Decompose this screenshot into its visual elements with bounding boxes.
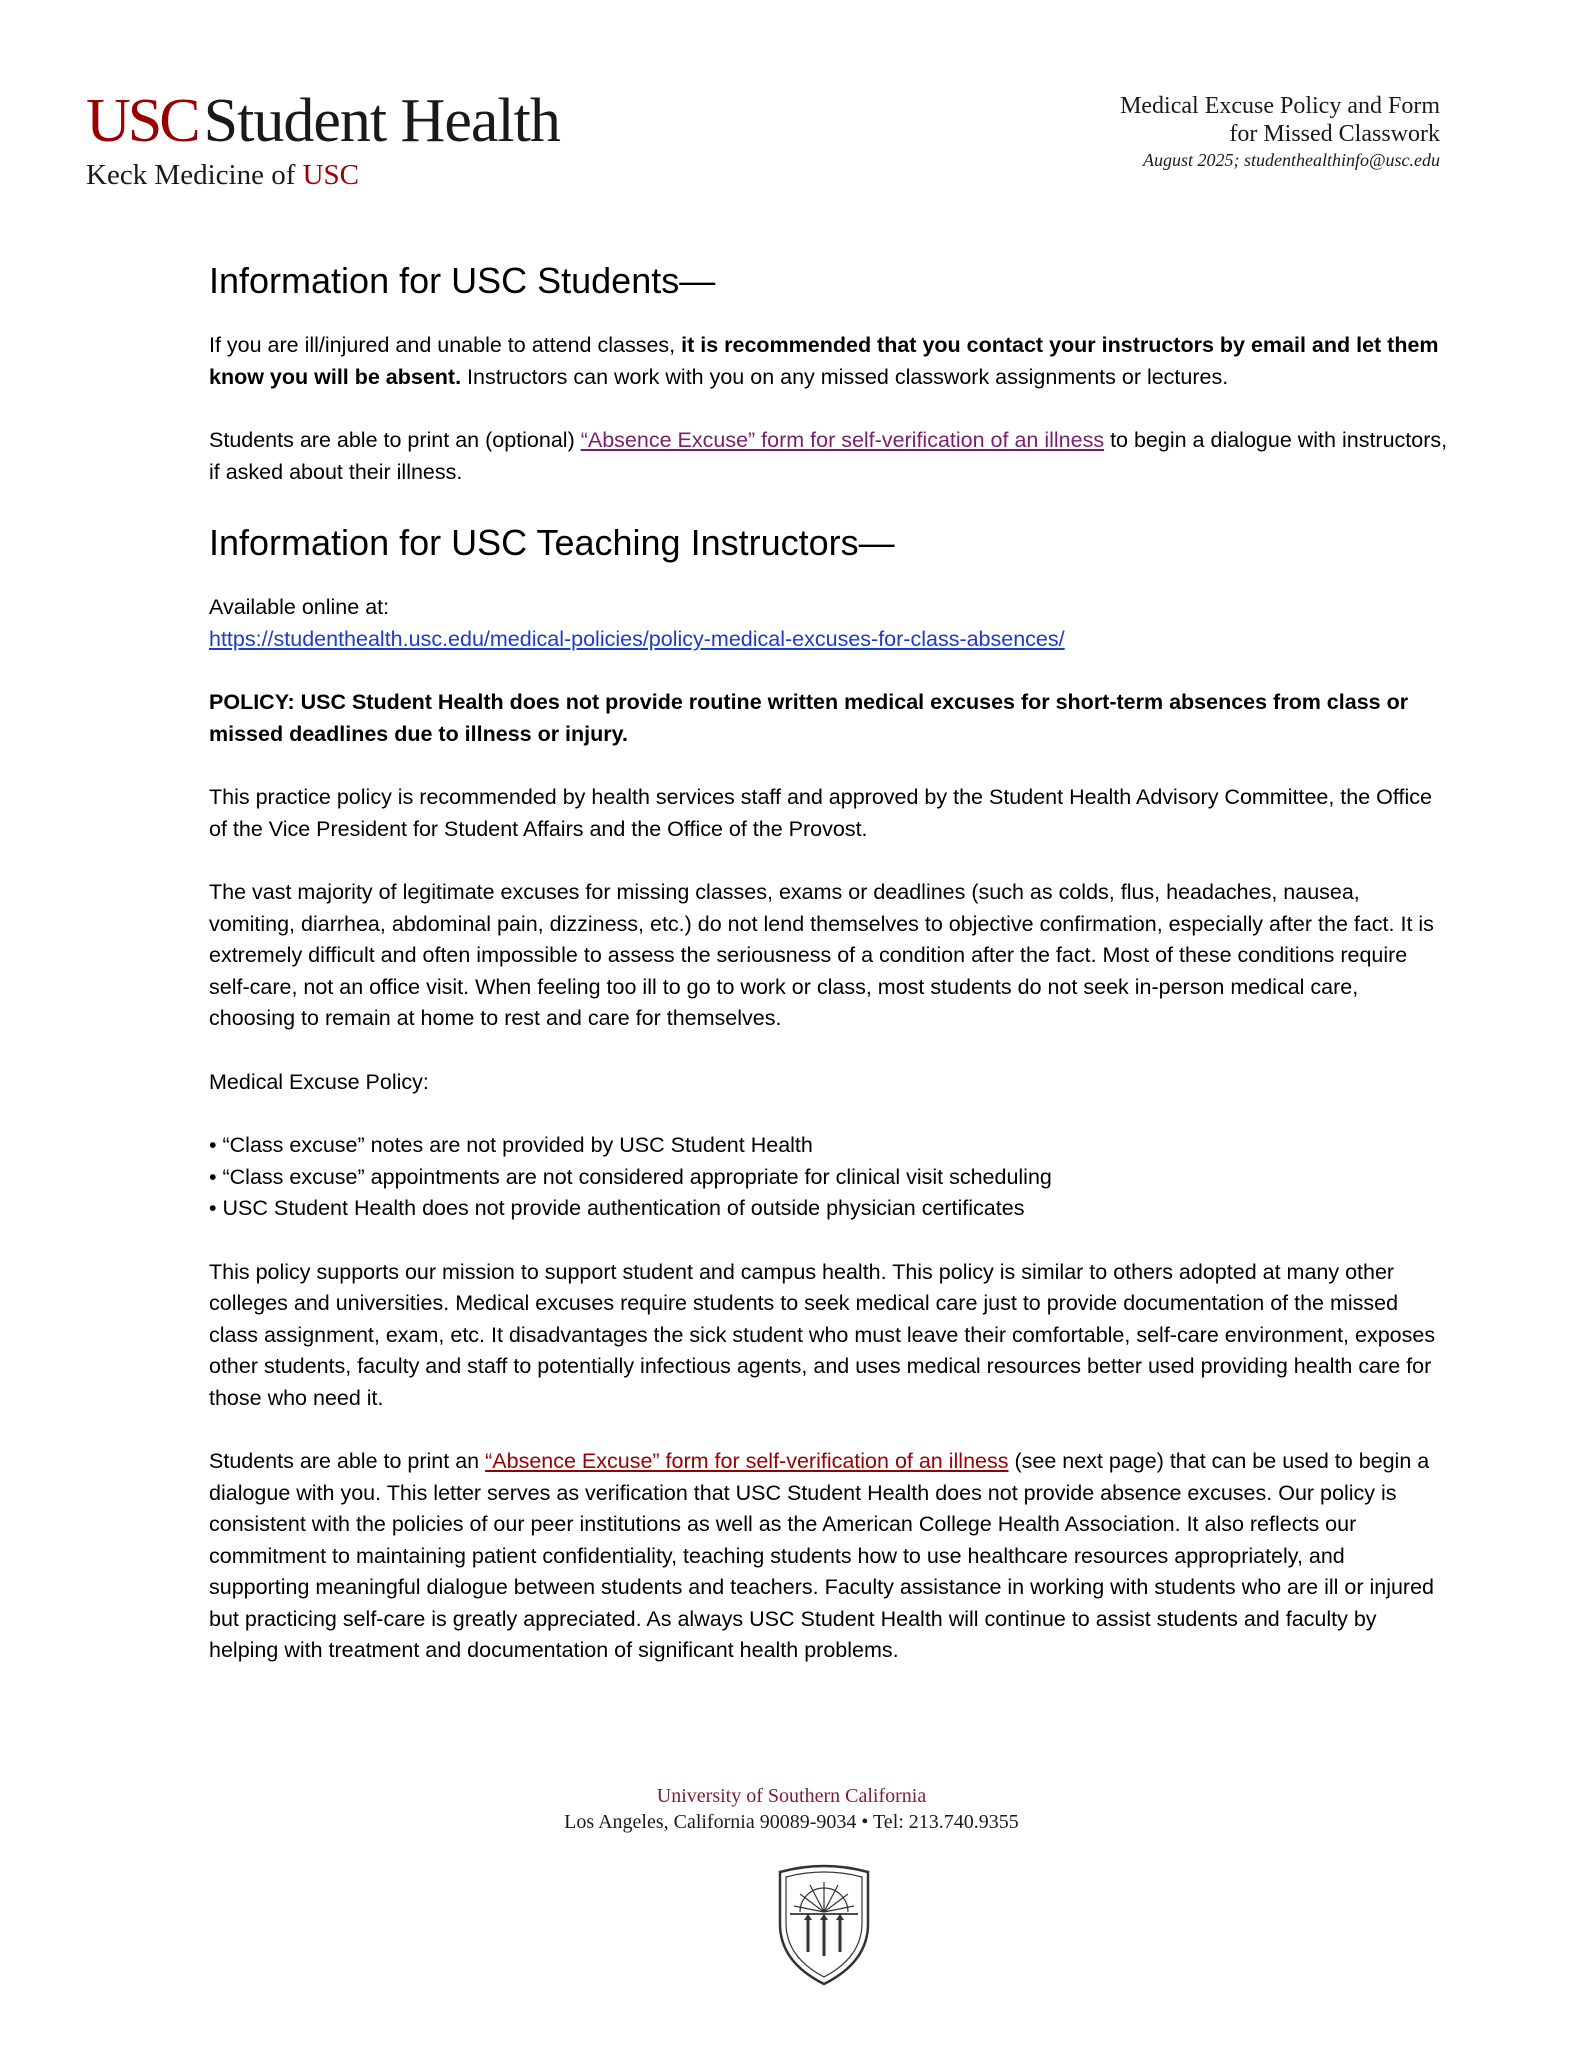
main-content — [209, 258, 1449, 1699]
doc-title-line2: for Missed Classwork — [1229, 121, 1440, 147]
students-paragraph-2 — [209, 425, 1449, 488]
document-title-block — [1120, 92, 1440, 172]
doc-title-line1: Medical Excuse Policy and Form — [1120, 93, 1440, 119]
logo-keck-usc-text: USC — [302, 159, 360, 191]
students-paragraph-1 — [209, 330, 1449, 393]
instructors-heading: Information for USC Teaching Instructors— — [209, 522, 895, 563]
footer-university: University of Southern California — [656, 1785, 927, 1807]
usc-student-health-logo — [86, 88, 606, 192]
logo-keck-text: Keck Medicine of — [86, 159, 296, 191]
usc-seal-icon — [774, 1862, 874, 1988]
students-p2-start: Students are able to print an (optional) — [209, 428, 581, 452]
list-item: • USC Student Health does not provide authentication of outside physician certificates — [209, 1196, 1025, 1220]
list-item: • “Class excuse” notes are not provided by USC Student Health — [209, 1133, 813, 1157]
available-online-label: Available online at: — [209, 595, 390, 619]
policy-bullet-list — [209, 1130, 1449, 1225]
list-item: • “Class excuse” appointments are not considered appropriate for clinical visit scheduling — [209, 1164, 1052, 1189]
policy-url-link[interactable]: https://studenthealth.usc.edu/medical-policies/policy-medical-excuses-for-class-absences/ — [209, 626, 1065, 651]
policy-supports-paragraph: This policy supports our mission to support student and campus health. This policy is similar to others adopted at many other colleges and universities. Medical excuses require students to seek medical care just to provide documentation of the missed class assignment, exam, etc. It disadvantages the sick student who must leave their comfortable, self-care environment, exposes other students, faculty and staff to potentially infectious agents, and uses medical resources better used providing health care for those who need it. — [209, 1259, 1436, 1410]
students-p1-bold: it is recommended that you contact your instructors by email and let them know you will be absent. — [209, 333, 1439, 389]
majority-excuses-paragraph: The vast majority of legitimate excuses for missing classes, exams or deadlines (such as colds, flus, headaches, nausea, vomiting, diarrhea, abdominal pain, dizziness, etc.) do not lend themselves to objective confirmation, especially after the fact. It is extremely difficult and often impossible to assess the seriousness of a condition after the fact. Most of these conditions require self-care, not an office visit. When feeling too ill to go to work or class, most students do not seek in-person medical care, choosing to remain at home to rest and care for themselves. — [209, 880, 1434, 1030]
footer-address — [0, 1783, 1583, 1835]
absence-p-end: (see next page) that can be used to begin a dialogue with you. This letter serves as verification that USC Student Health does not provide absence excuses. Our policy is consistent with the policies of our peer institutions as well as the American College Health Association. It also reflects our commitment to maintaining patient confidentiality, teaching students how to use healthcare resources appropriately, and supporting meaningful dialogue between students and teachers. Faculty assistance in working with students who are ill or injured but practicing self-care is greatly appreciated. As always USC Student Health will continue to assist students and faculty by helping with treatment and documentation of significant health problems. — [209, 1449, 1435, 1662]
logo-wordmark — [86, 88, 606, 154]
students-p1-start: If you are ill/injured and unable to attend classes, — [209, 333, 682, 357]
policy-statement: POLICY: USC Student Health does not provide routine written medical excuses for short-term absences from class or missed deadlines due to illness or injury. — [209, 690, 1409, 746]
absence-p-start: Students are able to print an — [209, 1449, 486, 1473]
students-p1-end: Instructors can work with you on any missed classwork assignments or lectures. — [461, 364, 1229, 389]
absence-excuse-paragraph — [209, 1446, 1449, 1667]
absence-excuse-form-link[interactable]: “Absence Excuse” form for self-verification of an illness — [580, 428, 1105, 452]
footer-address-line: Los Angeles, California 90089-9034 • Tel: 213.740.9355 — [564, 1811, 1019, 1833]
doc-date-contact: August 2025; studenthealthinfo@usc.edu — [1142, 150, 1440, 170]
available-online-block — [209, 592, 1449, 655]
logo-usc-text: USC — [86, 87, 198, 155]
students-p2-end: to begin a dialogue with instructors, if asked about their illness. — [209, 428, 1448, 484]
absence-excuse-form-link-2[interactable]: “Absence Excuse” form for self-verification of an illness — [485, 1449, 1009, 1473]
policy-list-title: Medical Excuse Policy: — [209, 1069, 429, 1094]
logo-keck-line — [86, 158, 606, 192]
practice-policy-paragraph: This practice policy is recommended by health services staff and approved by the Student Health Advisory Committee, the Office of the Vice President for Student Affairs and the Office of the Provost. — [209, 785, 1432, 841]
logo-student-health-text: Student Health — [203, 87, 560, 155]
students-heading: Information for USC Students— — [209, 260, 716, 301]
